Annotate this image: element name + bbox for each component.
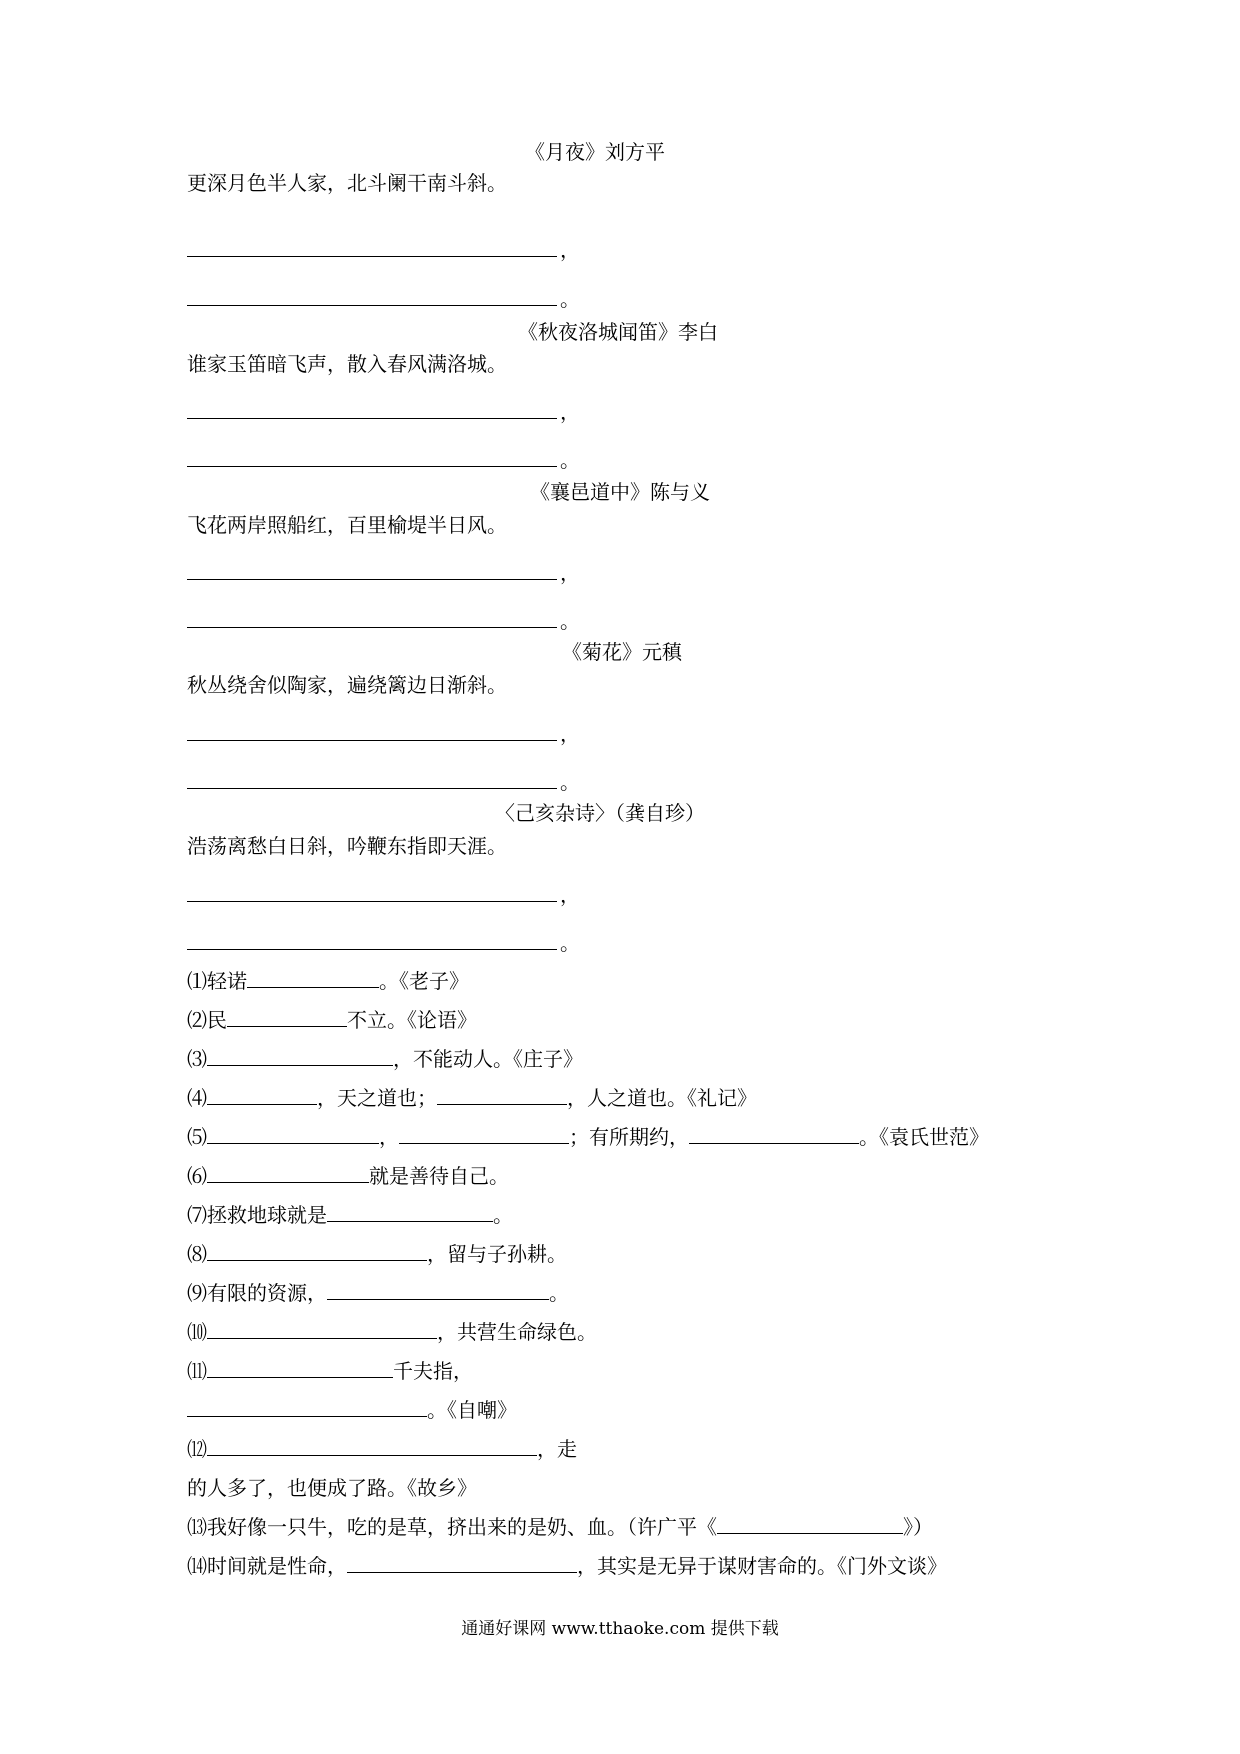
punct: ， xyxy=(560,238,580,262)
question-12 xyxy=(187,1437,577,1461)
answer-blank[interactable] xyxy=(207,1437,537,1456)
question-6 xyxy=(187,1164,509,1188)
question-11 xyxy=(187,1359,473,1383)
answer-line[interactable] xyxy=(187,256,557,257)
poem-line: 更深月色半人家，北斗阑干南斗斜。 xyxy=(187,171,507,195)
question-3 xyxy=(187,1047,583,1071)
question-8 xyxy=(187,1242,567,1266)
answer-line[interactable] xyxy=(187,949,557,950)
question-12-line2: 的人多了，也便成了路。《故乡》 xyxy=(187,1476,477,1500)
answer-blank[interactable] xyxy=(207,1086,317,1105)
question-14 xyxy=(187,1554,947,1578)
q-text: 轻诺 xyxy=(207,969,247,993)
question-4 xyxy=(187,1086,757,1110)
q-num: ⑵ xyxy=(187,1008,207,1032)
punct: 。 xyxy=(560,287,580,311)
question-7 xyxy=(187,1203,513,1227)
q-text: ，共营生命绿色。 xyxy=(437,1320,597,1344)
q-text: 时间就是性命， xyxy=(207,1554,347,1578)
q-num: ⑶ xyxy=(187,1047,207,1071)
q-text: 就是善待自己。 xyxy=(369,1164,509,1188)
answer-blank[interactable] xyxy=(227,1008,347,1027)
answer-blank[interactable] xyxy=(437,1086,567,1105)
answer-blank[interactable] xyxy=(207,1047,393,1066)
q-text: 我好像一只牛，吃的是草，挤出来的是奶、血。（许广平《 xyxy=(207,1515,717,1539)
punct: ， xyxy=(560,561,580,585)
q-num: ⑾ xyxy=(187,1359,207,1383)
q-text: 。 xyxy=(493,1203,513,1227)
question-1 xyxy=(187,969,469,993)
question-13 xyxy=(187,1515,933,1539)
q-num: ⑻ xyxy=(187,1242,207,1266)
punct: ， xyxy=(560,400,580,424)
answer-line[interactable] xyxy=(187,579,557,580)
q-text: 。《袁氏世范》 xyxy=(859,1125,989,1149)
q-text: 有限的资源， xyxy=(207,1281,327,1305)
answer-blank[interactable] xyxy=(347,1554,577,1573)
answer-blank[interactable] xyxy=(247,969,379,988)
q-text: 不立。《论语》 xyxy=(347,1008,477,1032)
punct: 。 xyxy=(560,931,580,955)
q-text: 拯救地球就是 xyxy=(207,1203,327,1227)
q-num: ⒁ xyxy=(187,1554,207,1578)
poem-line: 秋丛绕舍似陶家，遍绕篱边日渐斜。 xyxy=(187,673,507,697)
answer-blank[interactable] xyxy=(207,1242,427,1261)
answer-line[interactable] xyxy=(187,305,557,306)
answer-blank[interactable] xyxy=(717,1515,903,1534)
q-text: ，不能动人。《庄子》 xyxy=(393,1047,583,1071)
question-11-line2 xyxy=(187,1398,517,1422)
q-text: 》） xyxy=(903,1515,933,1539)
answer-blank[interactable] xyxy=(207,1320,437,1339)
answer-blank[interactable] xyxy=(207,1164,369,1183)
q-text: 。《自嘲》 xyxy=(427,1398,517,1422)
poem-title: 《秋夜洛城闻笛》李白 xyxy=(518,320,718,344)
q-text: ， xyxy=(379,1125,399,1149)
poem-line: 飞花两岸照船红，百里榆堤半日风。 xyxy=(187,513,507,537)
answer-line[interactable] xyxy=(187,901,557,902)
q-num: ⑽ xyxy=(187,1320,207,1344)
answer-blank[interactable] xyxy=(207,1359,393,1378)
answer-blank[interactable] xyxy=(207,1125,379,1144)
question-9 xyxy=(187,1281,569,1305)
poem-title: 《菊花》元稹 xyxy=(562,640,682,664)
answer-line[interactable] xyxy=(187,788,557,789)
answer-line[interactable] xyxy=(187,466,557,467)
q-text: ；有所期约， xyxy=(569,1125,689,1149)
q-text: ，走 xyxy=(537,1437,577,1461)
q-text: 。 xyxy=(549,1281,569,1305)
punct: 。 xyxy=(560,609,580,633)
q-num: ⑷ xyxy=(187,1086,207,1110)
q-text: 千夫指， xyxy=(393,1359,473,1383)
q-num: ⑺ xyxy=(187,1203,207,1227)
punct: ， xyxy=(560,722,580,746)
question-5 xyxy=(187,1125,989,1149)
q-text: ，人之道也。《礼记》 xyxy=(567,1086,757,1110)
q-text: 。《老子》 xyxy=(379,969,469,993)
punct: 。 xyxy=(560,448,580,472)
punct: ， xyxy=(560,883,580,907)
answer-blank[interactable] xyxy=(689,1125,859,1144)
answer-blank[interactable] xyxy=(327,1281,549,1300)
poem-line: 浩荡离愁白日斜，吟鞭东指即天涯。 xyxy=(187,834,507,858)
answer-blank[interactable] xyxy=(187,1398,427,1417)
q-text: ，天之道也； xyxy=(317,1086,437,1110)
q-num: ⑼ xyxy=(187,1281,207,1305)
q-num: ⑸ xyxy=(187,1125,207,1149)
answer-blank[interactable] xyxy=(327,1203,493,1222)
page-footer: 通通好课网 www.tthaoke.com 提供下载 xyxy=(461,1619,779,1639)
poem-title: 〈己亥杂诗〉（龚自珍） xyxy=(495,801,705,825)
answer-line[interactable] xyxy=(187,627,557,628)
poem-line: 谁家玉笛暗飞声，散入春风满洛城。 xyxy=(187,352,507,376)
q-text: ，其实是无异于谋财害命的。《门外文谈》 xyxy=(577,1554,947,1578)
question-10 xyxy=(187,1320,597,1344)
poem-title: 《襄邑道中》陈与义 xyxy=(530,480,710,504)
answer-line[interactable] xyxy=(187,740,557,741)
q-num: ⑹ xyxy=(187,1164,207,1188)
punct: 。 xyxy=(560,770,580,794)
q-num: ⑿ xyxy=(187,1437,207,1461)
answer-line[interactable] xyxy=(187,418,557,419)
answer-blank[interactable] xyxy=(399,1125,569,1144)
q-num: ⑴ xyxy=(187,969,207,993)
q-num: ⒀ xyxy=(187,1515,207,1539)
q-text: 民 xyxy=(207,1008,227,1032)
question-2 xyxy=(187,1008,477,1032)
poem-title: 《月夜》刘方平 xyxy=(525,140,665,164)
q-text: ，留与子孙耕。 xyxy=(427,1242,567,1266)
